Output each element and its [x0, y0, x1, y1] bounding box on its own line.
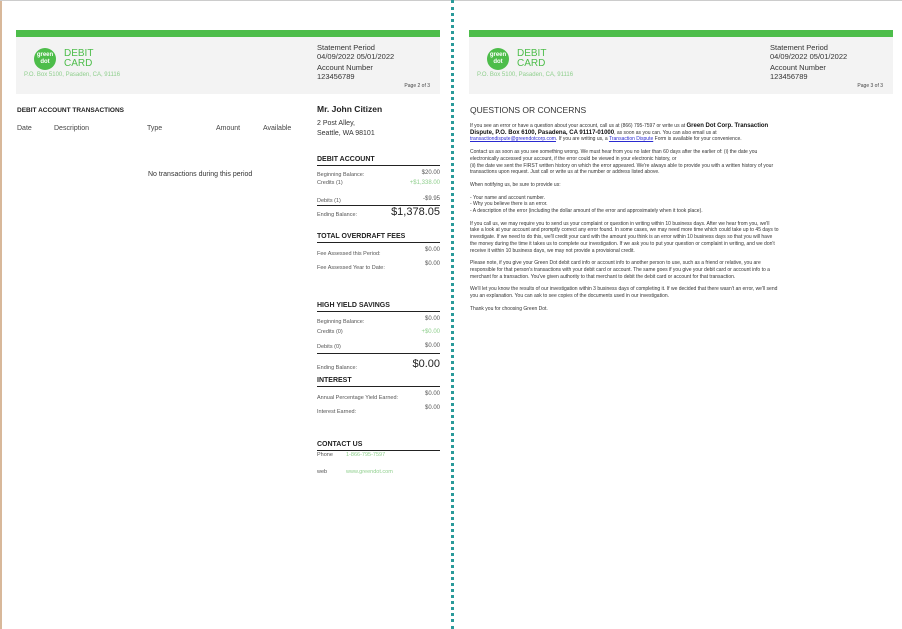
label: Fee Assessed Year to Date:: [317, 265, 385, 271]
interest-apy: $0.00: [424, 391, 440, 397]
transactions-title: DEBIT ACCOUNT TRANSACTIONS: [17, 107, 125, 114]
brand-title: [517, 49, 546, 69]
savings-beginning-balance: $0.00: [424, 316, 440, 322]
statement-info: [770, 43, 847, 81]
debit-debits: -$9.95: [422, 196, 440, 202]
contact-web-link[interactable]: www.greendot.com: [346, 469, 393, 475]
statement-period: 04/09/2022 05/01/2022: [317, 52, 395, 61]
statement-header: [469, 37, 893, 94]
label: Phone: [317, 452, 333, 458]
questions-body: [470, 123, 780, 318]
dispute-email-link[interactable]: transactiondispute@greendotcorp.com: [470, 136, 556, 143]
paragraph: [470, 123, 780, 143]
paragraph: [470, 149, 780, 176]
label: Annual Percentage Yield Earned:: [317, 395, 399, 401]
page-2: [0, 0, 450, 629]
list-item: - Your name and account number.: [470, 194, 546, 201]
text: Form is available for your convenience.: [653, 136, 742, 143]
debit-credits: +$1,338.00: [409, 180, 440, 186]
brand-line: CARD: [64, 58, 93, 69]
green-dot-logo: green dot: [487, 48, 509, 70]
col-available: Available: [263, 125, 292, 132]
account-number: 123456789: [317, 72, 355, 81]
paragraph: We'll let you know the results of our investigation within 3 business days of completing it. If we decided that there wasn't an error, we'll send you an explanation. You can ask to see copies of the documents used in our investigation.: [470, 286, 778, 300]
brand-line: CARD: [517, 58, 546, 69]
savings-credits: +$0.00: [421, 329, 440, 335]
label: Beginning Balance:: [317, 172, 365, 178]
label: Debits (0): [317, 344, 341, 350]
list-item: - A description of the error (including the dollar amount of the error and approximately when it took place).: [470, 208, 703, 215]
overdraft-ytd: $0.00: [424, 261, 440, 267]
header-bar: [16, 30, 440, 37]
overdraft-title: TOTAL OVERDRAFT FEES: [317, 233, 440, 243]
interest-title: INTEREST: [317, 377, 440, 387]
company-address: P.O. Box 5100, Pasaden, CA, 91116: [24, 72, 121, 78]
page-3: [453, 0, 902, 629]
interest-earned: $0.00: [424, 405, 440, 411]
divider: [317, 353, 440, 354]
brand-line: DEBIT: [64, 48, 94, 59]
brand-line: DEBIT: [517, 48, 547, 59]
questions-title: QUESTIONS OR CONCERNS: [470, 105, 587, 115]
list-item: - Why you believe there is an error.: [470, 201, 548, 208]
empty-transactions: No transactions during this period: [148, 171, 253, 178]
col-type: Type: [147, 125, 163, 132]
col-amount: Amount: [216, 125, 241, 132]
statement-period-label: Statement Period: [317, 43, 375, 52]
text: If you see an error or have a question about your account, call us at (866) 795-7597 or write us at: [470, 123, 687, 129]
col-description: Description: [54, 125, 90, 132]
debit-beginning-balance: $20.00: [421, 170, 440, 176]
account-number: 123456789: [770, 72, 808, 81]
contact-title: CONTACT US: [317, 441, 440, 451]
statement-info: [317, 43, 394, 81]
paragraph: If you call us, we may require you to send us your complaint or question in writing within 10 business days. After we hear from you, we'll take a look at your account and promptly correct any error found. In some cases, we may need more time which could take up to 45 days to investigate. If we need to do this, we'll credit your card with the amount you think is an error within 10 business days so that you will have the money during the time it takes us to complete our investigation. If we ask you to put your question or complaint in writing, and we don't receive it within 10 business days, we may not provide a provisional credit.: [470, 220, 779, 254]
label: Credits (0): [317, 329, 343, 335]
contact-phone[interactable]: 1-866-795-7597: [346, 452, 386, 458]
label: Credits (1): [317, 180, 343, 186]
customer-address: [317, 119, 375, 139]
statement-header: [16, 37, 440, 94]
bullet-list: [470, 195, 780, 215]
savings-title: HIGH YIELD SAVINGS: [317, 302, 440, 312]
header-bar: [469, 30, 893, 37]
label: Interest Earned:: [317, 409, 357, 415]
address-line: 2 Post Alley,: [317, 120, 356, 127]
paragraph: When notifying us, be sure to provide us:: [470, 181, 561, 188]
savings-ending-balance: $0.00: [412, 358, 440, 370]
text: , as soon as you can. You can also email us at: [614, 129, 717, 136]
debit-ending-balance: $1,378.05: [391, 206, 440, 218]
account-number-label: Account Number: [770, 63, 826, 72]
page-number: Page 2 of 3: [404, 83, 430, 89]
col-date: Date: [17, 125, 32, 132]
savings-debits: $0.00: [424, 343, 440, 349]
green-dot-logo: green dot: [34, 48, 56, 70]
account-number-label: Account Number: [317, 63, 373, 72]
brand-title: [64, 49, 93, 69]
label: Debits (1): [317, 198, 341, 204]
paragraph: Please note, if you give your Green Dot debit card info or account info to another person to use, such as a friend or relative, you are responsible for that person's transactions with your debit card or account. The same goes if you give your debit card or account info to a merchant for a transaction. You've given authority to that merchant to debit the debit card or account for that transaction.: [470, 260, 770, 280]
address-line: Seattle, WA 98101: [317, 130, 375, 137]
label: Beginning Balance:: [317, 319, 365, 325]
text: Contact us as soon as you see something wrong. We must hear from you no later than 60 days after the earlier of: (i) the date you electronically accessed your account, if the error could be viewed in your electronic history, or: [470, 149, 758, 162]
paragraph: Thank you for choosing Green Dot.: [470, 305, 548, 312]
company-address: P.O. Box 5100, Pasaden, CA, 91116: [477, 72, 574, 78]
label: web: [317, 469, 328, 475]
overdraft-period: $0.00: [424, 247, 440, 253]
statement-period-label: Statement Period: [770, 43, 828, 52]
dispute-form-link[interactable]: Transaction Dispute: [608, 136, 654, 143]
label: Fee Assessed this Period:: [317, 251, 381, 257]
debit-account-title: DEBIT ACCOUNT: [317, 156, 440, 166]
text: (ii) the date we sent the FIRST written history on which the error appeared. We're always able to provide you with a written history of your transactions upon request. Just call or write us at the number or address listed above.: [470, 162, 774, 176]
dispute-address: Green Dot Corp. Transaction Dispute, P.O. Box 6100, Pasadena, CA 91117-01000: [470, 123, 769, 136]
label: Ending Balance:: [317, 212, 358, 218]
page-number: Page 3 of 3: [857, 83, 883, 89]
customer-name: Mr. John Citizen: [317, 104, 383, 114]
statement-period: 04/09/2022 05/01/2022: [770, 52, 848, 61]
text: . If you are writing us, a: [555, 136, 609, 143]
label: Ending Balance:: [317, 365, 358, 371]
